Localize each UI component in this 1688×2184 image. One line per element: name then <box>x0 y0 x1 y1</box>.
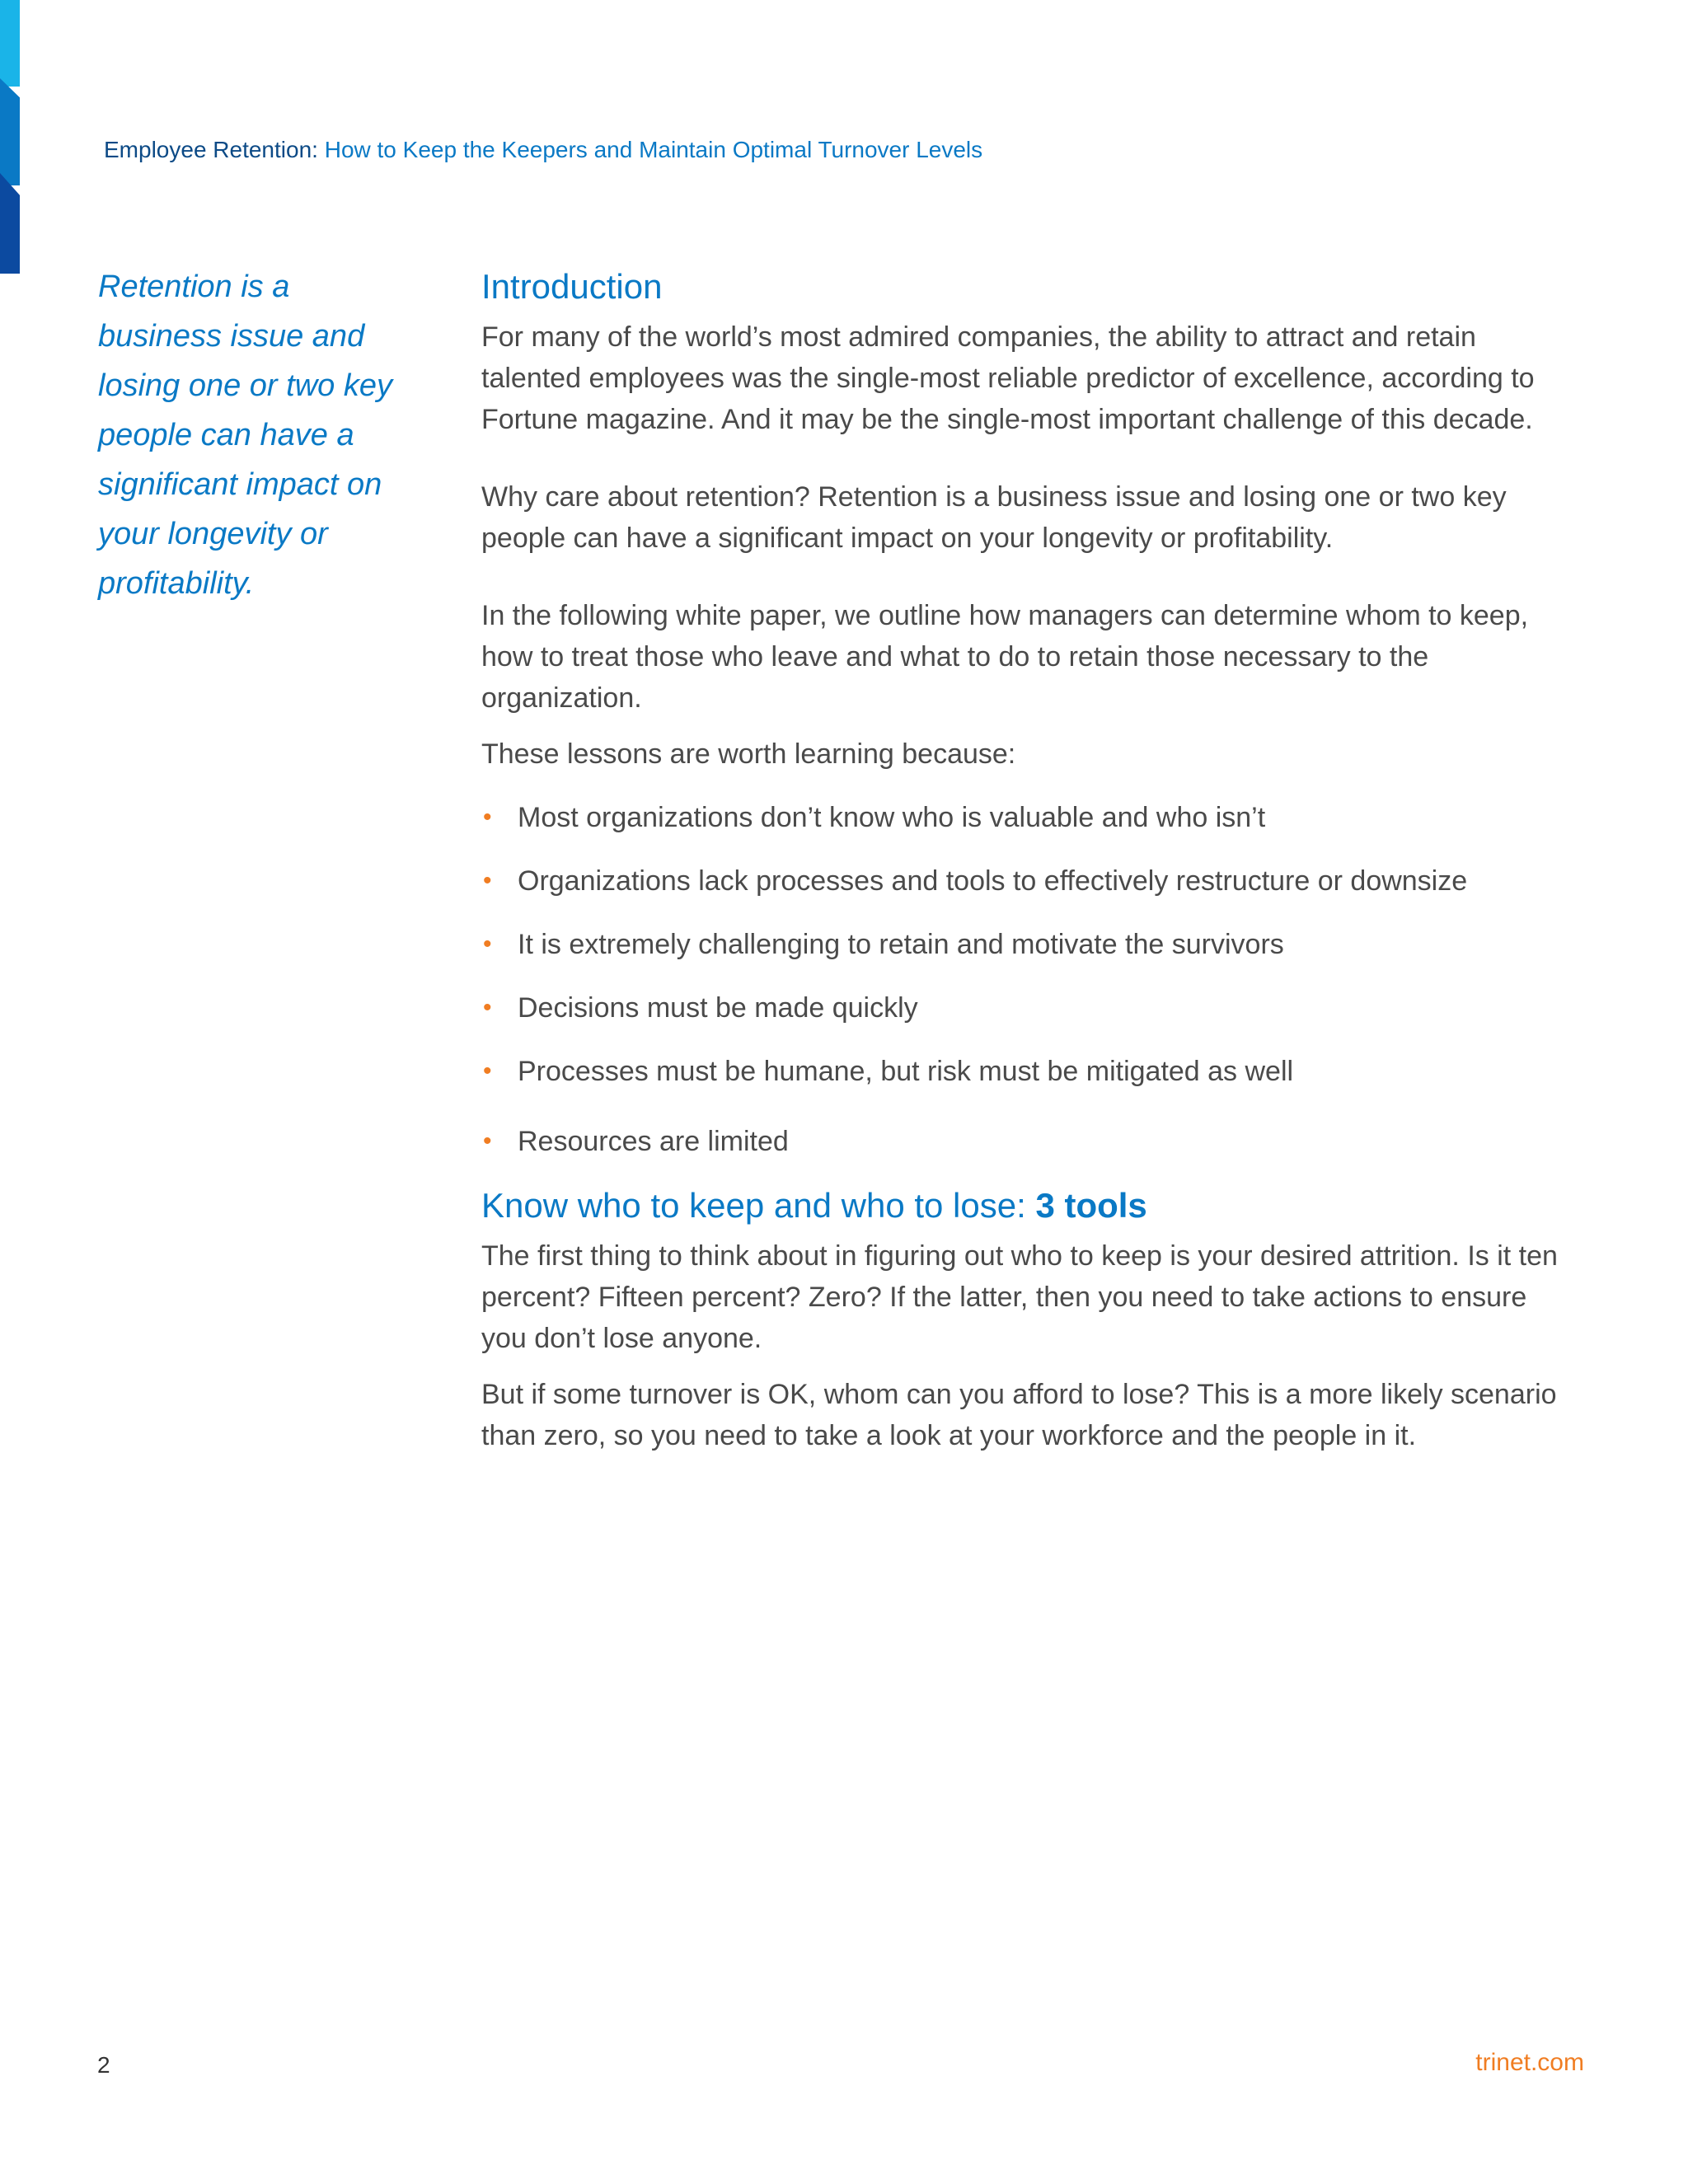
bullet-dot-icon: • <box>483 804 492 831</box>
corner-accent-band <box>0 0 20 274</box>
intro-paragraph: These lessons are worth learning because: <box>481 738 1016 770</box>
list-item: • Processes must be humane, but risk must be mitigated as well <box>481 1051 1578 1092</box>
list-item: • Resources are limited <box>481 1121 1578 1162</box>
site-link[interactable]: trinet.com <box>1475 2049 1584 2076</box>
running-header-lead: Employee Retention: <box>104 137 318 162</box>
bullet-dot-icon: • <box>483 867 492 894</box>
running-header-title: How to Keep the Keepers and Maintain Optimal Turnover Levels <box>324 137 983 162</box>
intro-paragraph: For many of the world’s most admired companies, the ability to attract and retain talented employees was the single-most reliable predictor of excellence, according to Fortune magazine. And it may be the single-most important challenge of this decade. <box>481 321 1535 435</box>
bullet-dot-icon: • <box>483 994 492 1021</box>
list-item: • Organizations lack processes and tools to effectively restructure or downsize <box>481 860 1578 902</box>
list-item: • Decisions must be made quickly <box>481 987 1578 1029</box>
lessons-list <box>481 797 1578 1162</box>
pull-quote: Retention is a business issue and losing one or two key people can have a significant impact on your longevity or profitability. <box>98 269 392 601</box>
tools-paragraph: But if some turnover is OK, whom can you afford to lose? This is a more likely scenario than zero, so you need to take a look at your workforce and the people in it. <box>481 1379 1557 1451</box>
bullet-dot-icon: • <box>483 1127 492 1155</box>
running-header <box>104 137 982 163</box>
main-content <box>481 262 1578 1456</box>
list-item: • Most organizations don’t know who is valuable and who isn’t <box>481 797 1578 838</box>
intro-heading: Introduction <box>481 267 663 306</box>
intro-paragraph: In the following white paper, we outline how managers can determine whom to keep, how to treat those who leave and what to do to retain those necessary to the organization. <box>481 600 1529 714</box>
bullet-dot-icon: • <box>483 1057 492 1085</box>
intro-paragraph: Why care about retention? Retention is a business issue and losing one or two key people can have a significant impact on your longevity or profitability. <box>481 481 1507 554</box>
list-item: • It is extremely challenging to retain and motivate the survivors <box>481 924 1578 965</box>
tools-heading: Know who to keep and who to lose: 3 tools <box>481 1186 1147 1225</box>
page-number: 2 <box>97 2052 110 2078</box>
bullet-dot-icon: • <box>483 930 492 958</box>
tools-paragraph: The first thing to think about in figuring out who to keep is your desired attrition. Is it ten percent? Fifteen percent? Zero? If the latter, then you need to take actions to ensure you don’t lose anyone. <box>481 1240 1558 1354</box>
